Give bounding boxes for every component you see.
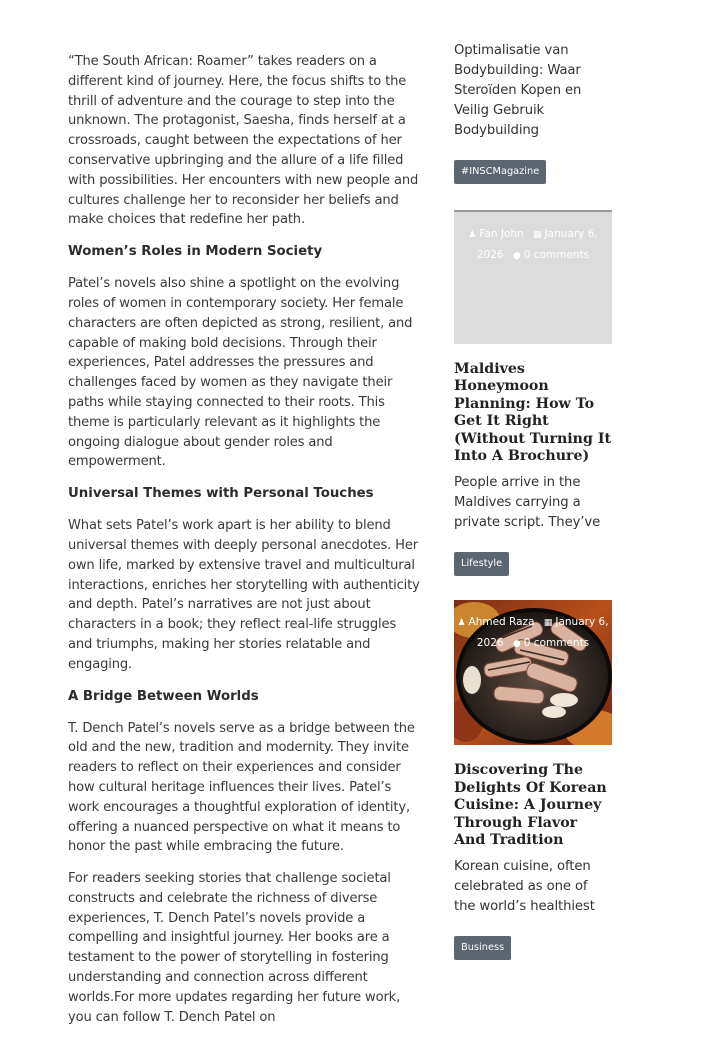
post-meta (454, 224, 612, 266)
post-thumbnail[interactable] (454, 600, 612, 745)
category-tag[interactable]: Lifestyle (454, 552, 509, 576)
post-comments[interactable]: 0 comments (523, 249, 590, 261)
post-title[interactable]: Maldives Honeymoon Planning: How To Get It Right (Without Turning It Into A Brochure) (454, 361, 612, 465)
article-subheading: Universal Themes with Personal Touches (68, 486, 374, 502)
post-excerpt: People arrive in the Maldives carrying a private script. They’ve (454, 475, 601, 531)
sidebar (454, 41, 612, 960)
article-subheading: A Bridge Between Worlds (68, 688, 259, 704)
article-paragraph: T. Dench Patel’s novels serve as a bridge between the old and the new, tradition and modernity. They invite readers to reflect on their experiences and consider how cultural heritage influences their lives. Patel’s work encourages a thoughtful exploration of identity, offering a nuanced perspective on what it means to honor the past while embracing the future. (68, 720, 415, 855)
post-card (454, 600, 612, 960)
comment-icon: ● (512, 251, 521, 261)
tag-badge[interactable]: #INSCMagazine (454, 160, 546, 184)
post-title[interactable]: Discovering The Delights Of Korean Cuisine: A Journey Through Flavor And Tradition (454, 762, 607, 849)
article-paragraph: Patel’s novels also shine a spotlight on the evolving roles of women in contemporary society. Her female characters are often depicted as strong, resilient, and capable of making bold decisions. Through their experiences, Patel addresses the pressures and challenges faced by women as they navigate their paths while staying connected to their roots. This theme is particularly relevant as it highlights the ongoing dialogue about gender roles and empowerment. (68, 276, 413, 470)
article-paragraph: What sets Patel’s work apart is her ability to blend universal themes with deeply personal anecdotes. Her own life, marked by extensive travel and multicultural interactions, enriches her storytelling with authenticity and depth. Patel’s narratives are not just about characters in a book; they reflect real-life struggles and triumphs, making her stories relatable and engaging. (68, 518, 420, 672)
post-meta (454, 612, 612, 654)
user-icon: ♟ (457, 618, 466, 629)
post-thumbnail-placeholder[interactable] (454, 210, 612, 344)
post-date: January 6, 2026 (476, 616, 609, 650)
comment-icon: ● (512, 639, 521, 650)
post-date: January 6, 2026 (476, 228, 598, 261)
article-paragraph: For readers seeking stories that challenge societal constructs and celebrate the richness of diverse experiences, T. Dench Patel’s novels provide a compelling and insightful journey. Her books are a testament to the power of storytelling in fostering understanding and connection across different worlds.For more updates regarding her future work, you can follow T. Dench Patel on (68, 871, 401, 1025)
post-excerpt: Optimalisatie van Bodybuilding: Waar Steroïden Kopen en Veilig Gebruik Bodybuilding (454, 43, 582, 138)
post-excerpt: Korean cuisine, often celebrated as one of the world’s healthiest (454, 859, 595, 915)
post-author[interactable]: Ahmed Raza (468, 616, 535, 629)
post-comments[interactable]: 0 comments (523, 637, 590, 650)
category-tag[interactable]: Business (454, 936, 511, 960)
article-body (68, 52, 424, 1039)
post-author[interactable]: Fan John (479, 228, 524, 240)
calendar-icon: ▦ (533, 230, 542, 240)
user-icon: ♟ (468, 230, 477, 240)
article-paragraph: “The South African: Roamer” takes readers on a different kind of journey. Here, the focus shifts to the thrill of adventure and the courage to step into the unknown. The protagonist, Saesha, finds herself at a crossroads, caught between the expectations of her conservative upbringing and the allure of a life filled with possibilities. Her encounters with new people and cultures challenge her to reconsider her beliefs and make choices that redefine her path. (68, 54, 419, 228)
post-card (454, 210, 612, 576)
article-subheading: Women’s Roles in Modern Society (68, 244, 323, 260)
calendar-icon: ▦ (543, 618, 553, 629)
